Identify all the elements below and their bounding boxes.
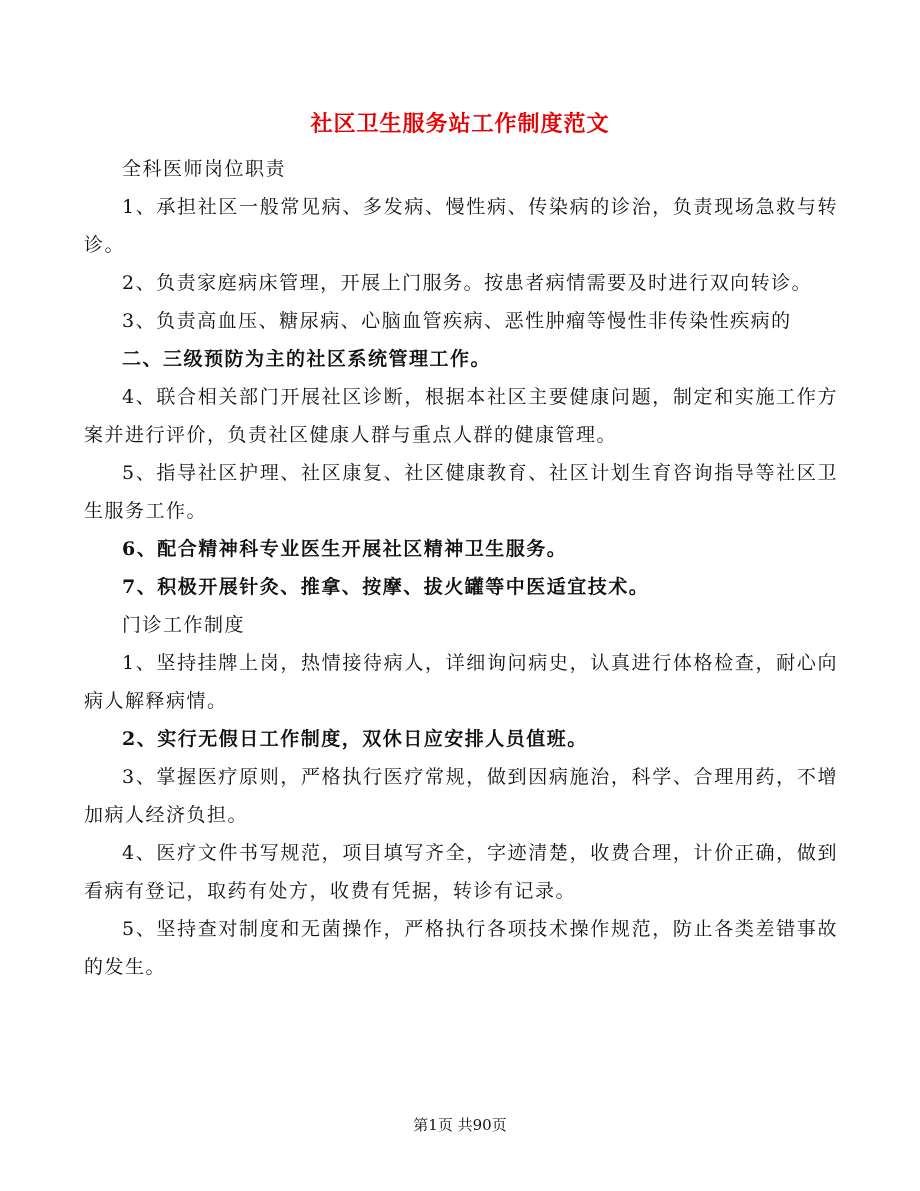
paragraph-item: 7、积极开展针灸、推拿、按摩、拔火罐等中医适宜技术。 (122, 576, 650, 598)
paragraph-item: 二、三级预防为主的社区系统管理工作。 (122, 348, 492, 370)
paragraph-heading-clinic-rules: 门诊工作制度 (122, 614, 246, 636)
paragraph-item: 5、指导社区护理、社区康复、社区健康教育、社区计划生育咨询指导等社区卫生服务工作。 (84, 462, 838, 522)
paragraph-item: 2、实行无假日工作制度，双休日应安排人员值班。 (122, 728, 588, 750)
document-title: 社区卫生服务站工作制度范文 (310, 111, 610, 137)
paragraph-item: 6、配合精神科专业医生开展社区精神卫生服务。 (122, 538, 568, 560)
page-number-footer: 第1页 共90页 (413, 1116, 507, 1134)
paragraph-item: 2、负责家庭病床管理，开展上门服务。按患者病情需要及时进行双向转诊。 (122, 272, 813, 294)
paragraph-item: 3、掌握医疗原则，严格执行医疗常规，做到因病施治，科学、合理用药，不增加病人经济负担。 (84, 766, 838, 826)
paragraph-item: 1、坚持挂牌上岗，热情接待病人，详细询问病史，认真进行体格检查，耐心向病人解释病情。 (84, 652, 838, 712)
paragraph-heading-gp-duties: 全科医师岗位职责 (122, 158, 287, 180)
document-body (84, 150, 838, 986)
paragraph-item: 5、坚持查对制度和无菌操作，严格执行各项技术操作规范，防止各类差错事故的发生。 (84, 918, 838, 978)
paragraph-item: 3、负责高血压、糖尿病、心脑血管疾病、恶性肿瘤等慢性非传染性疾病的 (122, 310, 792, 332)
paragraph-item: 4、联合相关部门开展社区诊断，根据本社区主要健康问题，制定和实施工作方案并进行评价，负责社区健康人群与重点人群的健康管理。 (84, 386, 838, 446)
paragraph-item: 1、承担社区一般常见病、多发病、慢性病、传染病的诊治，负责现场急救与转诊。 (84, 196, 838, 256)
paragraph-item: 4、医疗文件书写规范，项目填写齐全，字迹清楚，收费合理，计价正确，做到看病有登记，取药有处方，收费有凭据，转诊有记录。 (84, 842, 838, 902)
